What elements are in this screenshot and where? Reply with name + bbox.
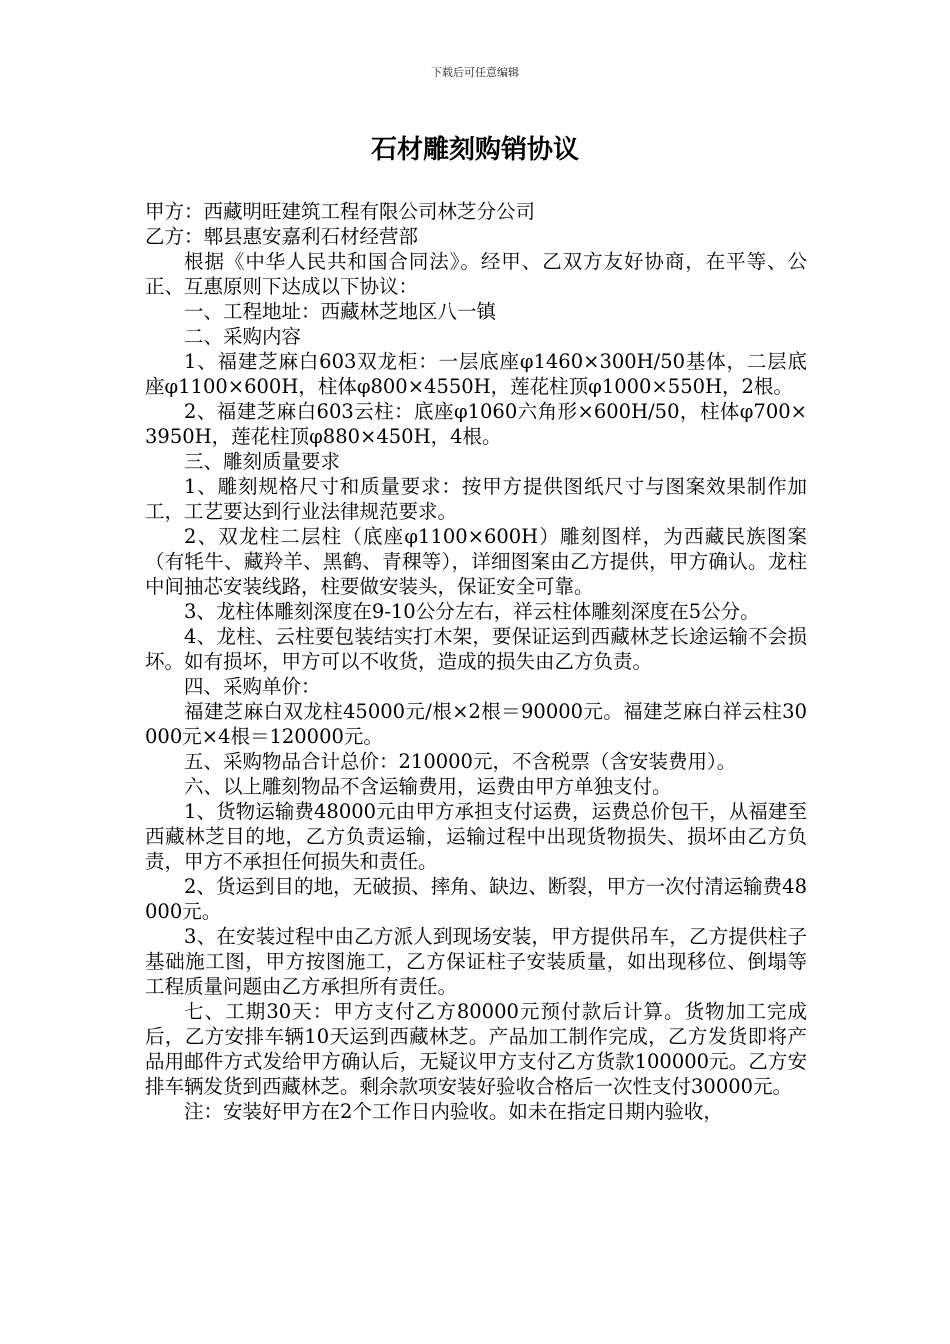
header-note: 下载后可任意编辑 — [431, 66, 519, 79]
paragraph: 3、龙柱体雕刻深度在9-10公分左右，祥云柱体雕刻深度在5公分。 — [184, 600, 760, 623]
paragraph: 3、在安装过程中由乙方派人到现场安装，甲方提供吊车，乙方提供柱子基础施工图，甲方按图施工，乙方保证柱子安装质量，如出现移位、倒塌等工程质量问题由乙方承担所有责任。 — [145, 925, 807, 998]
paragraph: 五、采购物品合计总价：210000元，不含税票（含安装费用）。 — [184, 750, 737, 773]
paragraph: 1、福建芝麻白603双龙柜：一层底座φ1460×300H/50基体，二层底座φ1100×600H，柱体φ800×4550H，莲花柱顶φ1000×550H，2根。 — [145, 350, 807, 398]
paragraph: 注：安装好甲方在2个工作日内验收。如未在指定日期内验收， — [184, 1100, 723, 1123]
paragraph: 1、货物运输费48000元由甲方承担支付运费，运费总价包干，从福建至西藏林芝目的地，乙方负责运输，运输过程中出现货物损失、损坏由乙方负责，甲方不承担任何损失和责任。 — [145, 800, 807, 873]
paragraph: 三、雕刻质量要求 — [184, 450, 341, 473]
paragraph: 1、雕刻规格尺寸和质量要求：按甲方提供图纸尺寸与图案效果制作加工，工艺要达到行业法律规范要求。 — [145, 475, 807, 523]
document-body — [145, 199, 807, 1124]
paragraph: 2、福建芝麻白603云柱：底座φ1060六角形×600H/50，柱体φ700×3950H，莲花柱顶φ880×450H，4根。 — [145, 400, 807, 448]
paragraph: 福建芝麻白双龙柱45000元/根×2根＝90000元。福建芝麻白祥云柱30000元×4根＝120000元。 — [145, 700, 807, 748]
paragraph: 2、双龙柱二层柱（底座φ1100×600H）雕刻图样，为西藏民族图案（有牦牛、藏羚羊、黑鹤、青稞等），详细图案由乙方提供，甲方确认。龙柱中间抽芯安装线路，柱要做安装头，保证安全可靠。 — [145, 525, 807, 598]
paragraph: 四、采购单价： — [184, 675, 321, 698]
paragraph: 六、以上雕刻物品不含运输费用，运费由甲方单独支付。 — [184, 775, 672, 798]
paragraph: 二、采购内容 — [184, 325, 302, 348]
paragraph: 甲方：西藏明旺建筑工程有限公司林芝分公司 — [145, 200, 536, 223]
document-title: 石材雕刻购销协议 — [370, 135, 579, 165]
paragraph: 一、工程地址：西藏林芝地区八一镇 — [184, 300, 497, 323]
paragraph: 乙方：郫县惠安嘉利石材经营部 — [145, 225, 419, 248]
paragraph: 根据《中华人民共和国合同法》。经甲、乙双方友好协商，在平等、公正、互惠原则下达成以下协议： — [145, 250, 807, 298]
paragraph: 七、工期30天：甲方支付乙方80000元预付款后计算。货物加工完成后，乙方安排车辆10天运到西藏林芝。产品加工制作完成，乙方发货即将产品用邮件方式发给甲方确认后，无疑议甲方支付乙方货款100000元。乙方安排车辆发货到西藏林芝。剩余款项安装好验收合格后一次性支付30000元。 — [145, 1000, 807, 1098]
paragraph: 4、龙柱、云柱要包装结实打木架，要保证运到西藏林芝长途运输不会损坏。如有损坏，甲方可以不收货，造成的损失由乙方负责。 — [145, 625, 807, 673]
paragraph: 2、货运到目的地，无破损、摔角、缺边、断裂，甲方一次付清运输费48000元。 — [145, 875, 807, 923]
